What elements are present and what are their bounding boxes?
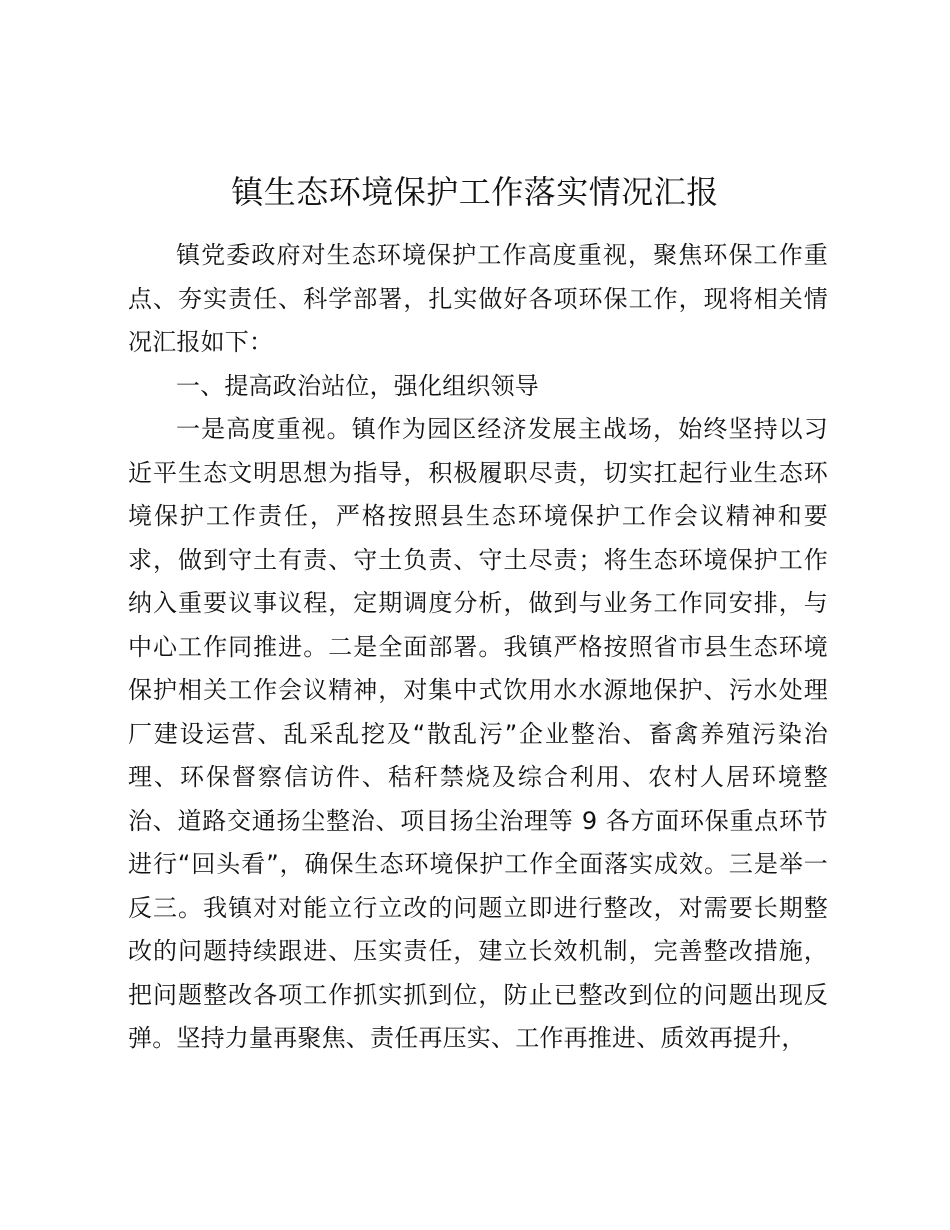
document-body <box>128 234 828 1061</box>
document-title: 镇生态环境保护工作落实情况汇报 <box>231 173 719 211</box>
intro-paragraph: 镇党委政府对生态环境保护工作高度重视，聚焦环保工作重点、夯实责任、科学部署，扎实做好各项环保工作，现将相关情况汇报如下： <box>128 241 828 356</box>
section-heading: 一、提高政治站位，强化组织领导 <box>176 371 539 400</box>
body-paragraph: 一是高度重视。镇作为园区经济发展主战场，始终坚持以习近平生态文明思想为指导，积极履职尽责，切实扛起行业生态环境保护工作责任，严格按照县生态环境保护工作会议精神和要求，做到守土有责、守土负责、守土尽责；将生态环境保护工作纳入重要议事议程，定期调度分析，做到与业务工作同安排，与中心工作同推进。二是全面部署。我镇严格按照省市县生态环境保护相关工作会议精神，对集中式饮用水水源地保护、污水处理厂建设运营、乱采乱挖及“散乱污”企业整治、畜禽养殖污染治理、环保督察信访件、秸秆禁烧及综合利用、农村人居环境整治、道路交通扬尘整治、项目扬尘治理等 9 各方面环保重点环节进行“回头看”，确保生态环境保护工作全面落实成效。三是举一反三。我镇对对能立行立改的问题立即进行整改，对需要长期整改的问题持续跟进、压实责任，建立长效机制，完善整改措施，把问题整改各项工作抓实抓到位，防止已整改到位的问题出现反弹。坚持力量再聚焦、责任再压实、工作再推进、质效再提升， <box>128 415 828 1052</box>
